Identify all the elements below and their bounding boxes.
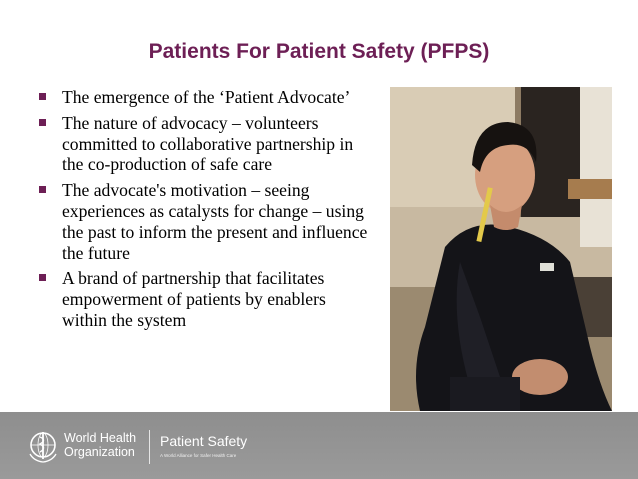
bullet-item xyxy=(38,113,374,175)
bullet-text: The nature of advocacy – volunteers committed to collaborative partnership in the co-production of safe care xyxy=(62,112,354,175)
who-logo-text xyxy=(64,431,136,459)
bullet-item xyxy=(38,180,374,263)
bullet-item xyxy=(38,87,374,108)
square-bullet-icon xyxy=(39,119,46,126)
square-bullet-icon xyxy=(39,93,46,100)
who-name-line1: World Health xyxy=(64,431,137,445)
bullet-list xyxy=(38,87,374,336)
patient-advocate-photo xyxy=(390,87,612,411)
bullet-text: The advocate's motivation – seeing experiences as catalysts for change – using the past to inform the present and influence the future xyxy=(62,180,368,263)
footer-divider xyxy=(149,430,150,464)
slide-title: Patients For Patient Safety (PFPS) xyxy=(148,40,490,63)
who-emblem-icon xyxy=(26,428,60,464)
patient-safety-tagline: A World Alliance for Safer Health Care xyxy=(160,453,237,458)
bullet-item xyxy=(38,268,374,330)
who-name-line2: Organization xyxy=(64,445,135,459)
square-bullet-icon xyxy=(39,186,46,193)
patient-safety-program: Patient Safety xyxy=(160,433,248,449)
square-bullet-icon xyxy=(39,274,46,281)
bullet-text: A brand of partnership that facilitates empowerment of patients by enablers within the system xyxy=(62,268,326,330)
bullet-text: The emergence of the ‘Patient Advocate’ xyxy=(62,87,351,107)
